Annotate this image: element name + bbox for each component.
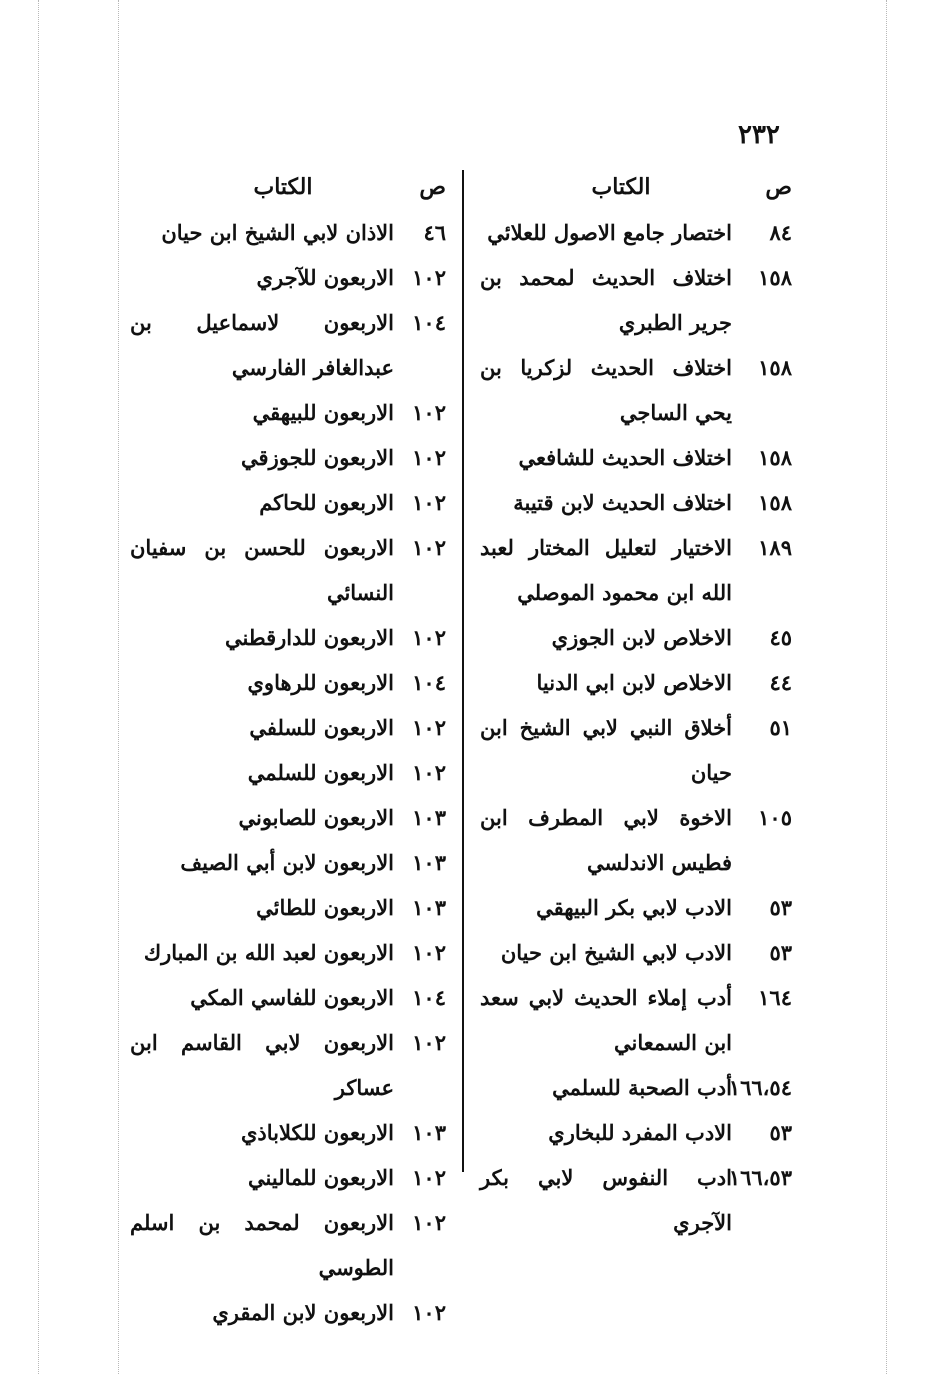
entry-book-title: الاربعون لابن المقري — [212, 1300, 394, 1325]
entry-book-title: أدب إملاء الحديث لابي سعد ابن السمعاني — [480, 985, 732, 1055]
entry-page-number: ٥٣ — [769, 1120, 792, 1145]
entry-page-number: ١٦٤ — [758, 985, 792, 1010]
entry-book-title: الادب لابي بكر البيهقي — [536, 895, 732, 920]
index-entry — [480, 975, 792, 1065]
entry-book-title: اختلاف الحديث للشافعي — [518, 445, 732, 470]
entry-book-title: الاخوة لابي المطرف ابن فطيس الاندلسي — [480, 805, 732, 875]
index-entry — [480, 255, 792, 345]
entry-page-number: ٥١ — [769, 715, 792, 740]
scan-edge-line — [886, 0, 887, 1374]
entry-page-number: ١٠٢ — [412, 715, 446, 740]
entry-book-title: الادب المفرد للبخاري — [548, 1120, 732, 1145]
entry-book-title: الاربعون للحاكم — [259, 490, 394, 515]
index-entry — [130, 975, 446, 1020]
entry-page-number: ١٠٤ — [412, 985, 446, 1010]
index-entry — [130, 1200, 446, 1290]
entry-page-number: ١٠٢ — [412, 1030, 446, 1055]
entry-page-number: ١٠٣ — [412, 850, 446, 875]
index-entry — [480, 435, 792, 480]
entry-page-number: ١٠٢ — [412, 1165, 446, 1190]
entry-book-title: اختلاف الحديث لزكريا بن يحي الساجي — [480, 355, 732, 425]
index-entry — [480, 660, 792, 705]
entry-list — [480, 210, 792, 1245]
entry-page-number: ١٠٣ — [412, 895, 446, 920]
column-header — [480, 166, 792, 208]
entry-page-number: ١٠٢ — [412, 760, 446, 785]
column-header — [130, 166, 446, 208]
index-entry — [480, 885, 792, 930]
index-entry — [480, 1065, 792, 1110]
entry-book-title: الاربعون للرهاوي — [247, 670, 394, 695]
entry-book-title: اختلاف الحديث لابن قتيبة — [513, 490, 732, 515]
entry-list — [130, 210, 446, 1335]
entry-book-title: الاربعون للفاسي المكي — [190, 985, 394, 1010]
entry-book-title: أدب الصحبة للسلمي — [552, 1075, 732, 1100]
entry-book-title: الاربعون لابي القاسم ابن عساكر — [130, 1030, 394, 1100]
index-entry — [130, 390, 446, 435]
index-entry — [480, 615, 792, 660]
entry-page-number: ١٠٢ — [412, 445, 446, 470]
entry-page-number: ١٥٨ — [758, 445, 792, 470]
entry-book-title: الاربعون للكلاباذي — [240, 1120, 394, 1145]
entry-page-number: ١٠٢ — [412, 1300, 446, 1325]
index-entry — [130, 1110, 446, 1155]
index-column-right — [480, 166, 792, 1245]
index-entry — [130, 660, 446, 705]
page-column-heading: ص — [419, 174, 446, 200]
entry-book-title: الاختيار لتعليل المختار لعبد الله ابن محمود الموصلي — [480, 535, 732, 605]
entry-book-title: الاربعون لابن أبي الصيف — [180, 850, 394, 875]
entry-page-number: ١٦٦،٥٣ — [728, 1165, 792, 1190]
book-column-heading: الكتاب — [253, 174, 313, 200]
entry-book-title: ادب النفوس لابي بكر الآجري — [480, 1165, 732, 1235]
entry-page-number: ٤٦ — [423, 220, 446, 245]
entry-page-number: ١٠٢ — [412, 265, 446, 290]
entry-page-number: ١٠٢ — [412, 625, 446, 650]
entry-page-number: ١٥٨ — [758, 355, 792, 380]
entry-page-number: ١٠٣ — [412, 805, 446, 830]
index-entry — [130, 435, 446, 480]
entry-page-number: ١٠٢ — [412, 400, 446, 425]
entry-book-title: الاربعون للسلمي — [247, 760, 394, 785]
entry-book-title: الاربعون للصابوني — [238, 805, 394, 830]
index-entry — [130, 480, 446, 525]
index-entry — [130, 210, 446, 255]
index-entry — [130, 1155, 446, 1200]
entry-page-number: ٨٤ — [769, 220, 792, 245]
index-entry — [130, 300, 446, 390]
entry-page-number: ١٠٢ — [412, 1210, 446, 1235]
entry-page-number: ١٠٤ — [412, 310, 446, 335]
entry-book-title: الاربعون للماليني — [248, 1165, 394, 1190]
index-entry — [480, 1110, 792, 1155]
entry-book-title: أخلاق النبي لابي الشيخ ابن حيان — [480, 715, 732, 785]
entry-book-title: الاربعون للحسن بن سفيان النسائي — [130, 535, 394, 605]
entry-page-number: ١٠٤ — [412, 670, 446, 695]
index-column-left — [130, 166, 446, 1335]
entry-book-title: الاربعون لعبد الله بن المبارك — [143, 940, 394, 965]
entry-book-title: الاربعون للآجري — [256, 265, 394, 290]
index-entry — [480, 795, 792, 885]
entry-book-title: الاربعون لاسماعيل بن عبدالغافر الفارسي — [130, 310, 394, 380]
entry-book-title: اختلاف الحديث لمحمد بن جرير الطبري — [480, 265, 732, 335]
entry-book-title: الاذان لابي الشيخ ابن حيان — [161, 220, 394, 245]
entry-book-title: الاربعون للجوزقي — [241, 445, 394, 470]
index-entry — [130, 1020, 446, 1110]
index-entry — [130, 885, 446, 930]
index-entry — [130, 255, 446, 300]
index-entry — [130, 750, 446, 795]
index-entry — [480, 705, 792, 795]
entry-book-title: الاربعون للدارقطني — [225, 625, 394, 650]
entry-page-number: ١٠٣ — [412, 1120, 446, 1145]
entry-book-title: الاخلاص لابن ابي الدنيا — [536, 670, 732, 695]
index-entry — [130, 1290, 446, 1335]
index-entry — [130, 525, 446, 615]
entry-page-number: ١٦٦،٥٤ — [728, 1075, 792, 1100]
index-entry — [480, 345, 792, 435]
index-entry — [130, 615, 446, 660]
entry-book-title: الاربعون للسلفي — [249, 715, 394, 740]
index-entry — [480, 480, 792, 525]
index-entry — [130, 705, 446, 750]
entry-page-number: ١٠٢ — [412, 535, 446, 560]
index-entry — [480, 1155, 792, 1245]
index-entry — [480, 525, 792, 615]
column-divider — [462, 170, 464, 1172]
entry-book-title: الاربعون للطائي — [256, 895, 394, 920]
page-number: ٢٣٢ — [738, 120, 780, 150]
page-column-heading: ص — [765, 174, 792, 200]
entry-page-number: ٥٣ — [769, 895, 792, 920]
entry-page-number: ٤٤ — [769, 670, 792, 695]
entry-page-number: ١٠٢ — [412, 490, 446, 515]
entry-book-title: الاربعون للبيهقي — [252, 400, 394, 425]
scan-edge-line — [38, 0, 39, 1374]
entry-page-number: ١٥٨ — [758, 265, 792, 290]
entry-page-number: ١٠٢ — [412, 940, 446, 965]
entry-book-title: الاخلاص لابن الجوزي — [551, 625, 732, 650]
index-entry — [480, 210, 792, 255]
entry-book-title: الاربعون لمحمد بن اسلم الطوسي — [130, 1210, 394, 1280]
index-entry — [480, 930, 792, 975]
entry-page-number: ٤٥ — [769, 625, 792, 650]
index-entry — [130, 930, 446, 975]
entry-page-number: ١٥٨ — [758, 490, 792, 515]
entry-book-title: الادب لابي الشيخ ابن حيان — [500, 940, 732, 965]
entry-page-number: ٥٣ — [769, 940, 792, 965]
index-entry — [130, 795, 446, 840]
scan-edge-line — [118, 0, 119, 1374]
entry-page-number: ١٠٥ — [758, 805, 792, 830]
entry-page-number: ١٨٩ — [758, 535, 792, 560]
book-column-heading: الكتاب — [591, 174, 651, 200]
entry-book-title: اختصار جامع الاصول للعلائي — [487, 220, 732, 245]
index-entry — [130, 840, 446, 885]
